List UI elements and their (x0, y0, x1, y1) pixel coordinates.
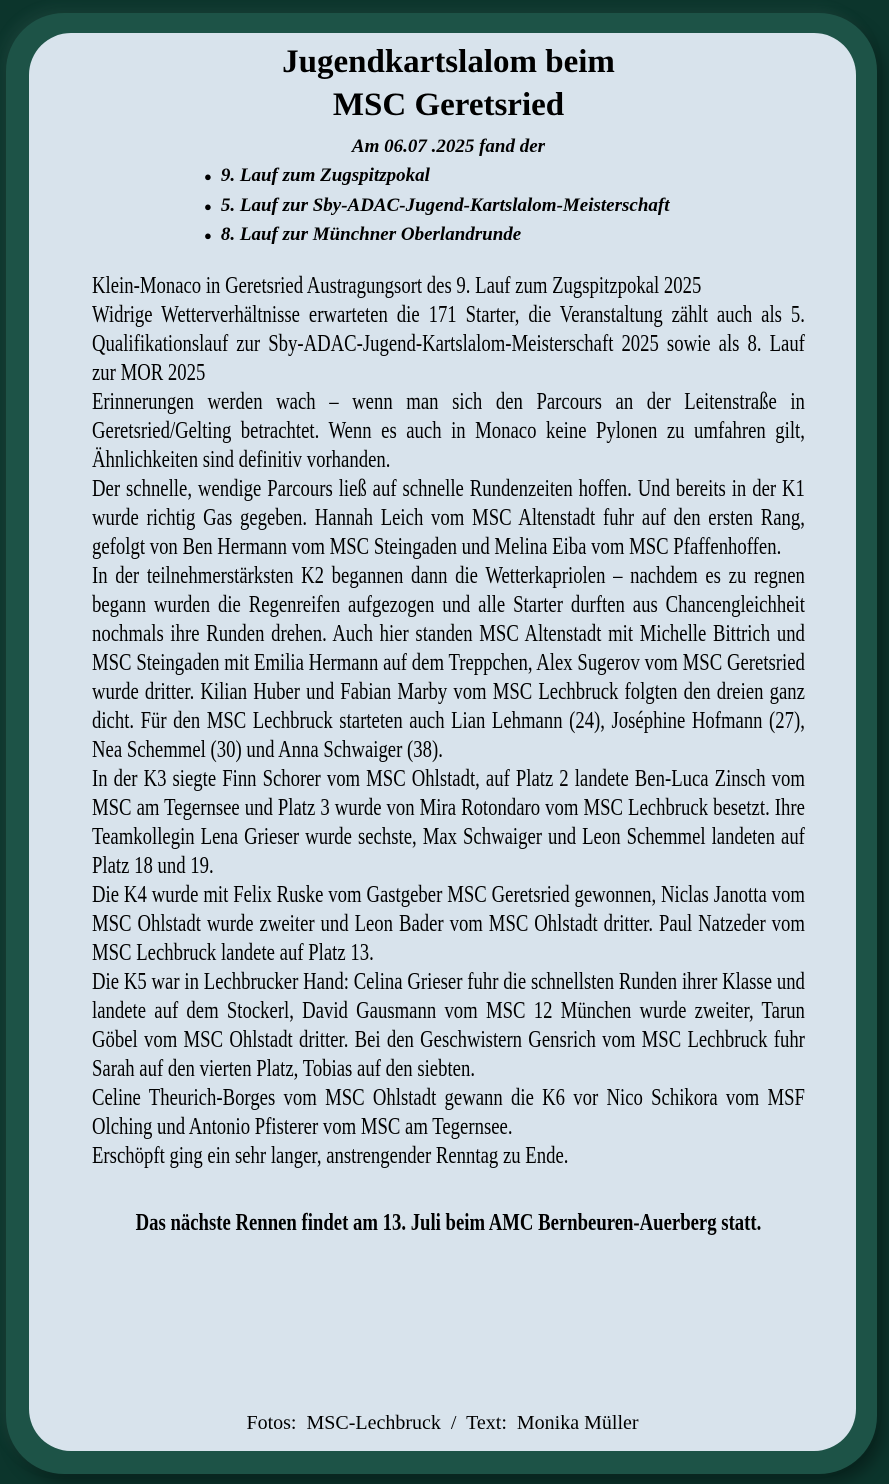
paragraph: Widrige Wetterverhältnisse erwarteten die 171 Starter, die Veranstaltung zählt auch als 5. Qualifikationslauf zur Sby-ADAC-Jugend-Kartslalom-Meisterschaft 2025 sowie als 8. Lauf zur MOR 2025 (92, 301, 805, 386)
list-item (204, 192, 805, 222)
bullet-icon: ● (204, 169, 212, 184)
paragraph: Erinnerungen werden wach – wenn man sich den Parcours an der Leitenstraße in Geretsried/Gelting betrachtet. Wenn es auch in Monaco keine Pylonen zu umfahren gilt, Ähnlichkeiten sind definitiv vorhanden. (92, 388, 805, 473)
list-item-label: 5. Lauf zur Sby-ADAC-Jugend-Kartslalom-Meisterschaft (220, 194, 670, 216)
closing-line: Das nächste Rennen findet am 13. Juli beim AMC Bernbeuren-Auerberg statt. (135, 1209, 762, 1236)
page-title-line1: Jugendkartslalom beim (282, 44, 615, 80)
credits-line: Fotos: MSC-Lechbruck / Text: Monika Müller (246, 1412, 639, 1434)
bullet-icon: ● (204, 198, 212, 214)
paragraph: In der K3 siegte Finn Schorer vom MSC Ohlstadt, auf Platz 2 landete Ben-Luca Zinsch vom MSC am Tegernsee und Platz 3 wurde von Mira Rotondaro vom MSC Lechbruck besetzt. Ihre Teamkollegin Lena Grieser wurde sechste, Max Schwaiger und Leon Schemmel landeten auf Platz 18 und 19. (92, 765, 805, 879)
paragraph: Klein-Monaco in Geretsried Austragungsort des 9. Lauf zum Zugspitzpokal 2025 (92, 272, 702, 299)
list-item (204, 221, 805, 251)
paragraph: Der schnelle, wendige Parcours ließ auf schnelle Rundenzeiten hoffen. Und bereits in der K1 wurde richtig Gas gegeben. Hannah Leich vom MSC Altenstadt fuhr auf den ersten Rang, gefolgt von Ben Hermann vom MSC Steingaden und Melina Eiba vom MSC Pfaffenhoffen. (92, 475, 805, 560)
paragraph: Die K4 wurde mit Felix Ruske vom Gastgeber MSC Geretsried gewonnen, Niclas Janotta vom MSC Ohlstadt wurde zweiter und Leon Bader vom MSC Ohlstadt dritter. Paul Natzeder vom MSC Lechbruck landete auf Platz 13. (92, 881, 805, 966)
list-item-label: 9. Lauf zum Zugspitzpokal (220, 165, 430, 186)
bullet-icon: ● (204, 228, 212, 243)
article-card (29, 33, 856, 1451)
page-title (92, 41, 805, 127)
list-item (204, 162, 805, 192)
paragraph: Die K5 war in Lechbrucker Hand: Celina Grieser fuhr die schnellsten Runden ihrer Klasse und landete auf dem Stockerl, David Gausmann vom MSC 12 München wurde zweiter, Tarun Göbel vom MSC Ohlstadt dritter. Bei den Geschwistern Gensrich vom MSC Lechbruck fuhr Sarah auf den vierten Platz, Tobias auf den siebten. (92, 968, 805, 1082)
paragraph: Celine Theurich-Borges vom MSC Ohlstadt gewann die K6 vor Nico Schikora vom MSF Olching und Antonio Pfisterer vom MSC am Tegernsee. (92, 1084, 805, 1140)
paragraph: Erschöpft ging ein sehr langer, anstrengender Renntag zu Ende. (92, 1142, 569, 1169)
card-frame (6, 13, 877, 1474)
event-date-subtitle: Am 06.07 .2025 fand der (351, 136, 546, 157)
list-item-label: 8. Lauf zur Münchner Oberlandrunde (220, 224, 522, 245)
event-series-list (204, 162, 805, 251)
article-body (92, 272, 805, 1238)
page-title-line2: MSC Geretsried (332, 87, 565, 123)
paragraph: In der teilnehmerstärksten K2 begannen dann die Wetterkapriolen – nachdem es zu regnen begann wurden die Regenreifen aufgezogen und alle Starter durften aus Chancengleichheit nochmals ihre Runden drehen. Auch hier standen MSC Altenstadt mit Michelle Bittrich und MSC Steingaden mit Emilia Hermann auf dem Treppchen, Alex Sugerov vom MSC Geretsried wurde dritter. Kilian Huber und Fabian Marby vom MSC Lechbruck folgten den dreien ganz dicht. Für den MSC Lechbruck starteten auch Lian Lehmann (24), Joséphine Hofmann (27), Nea Schemmel (30) und Anna Schwaiger (38). (92, 562, 805, 763)
article-content (92, 33, 805, 1238)
